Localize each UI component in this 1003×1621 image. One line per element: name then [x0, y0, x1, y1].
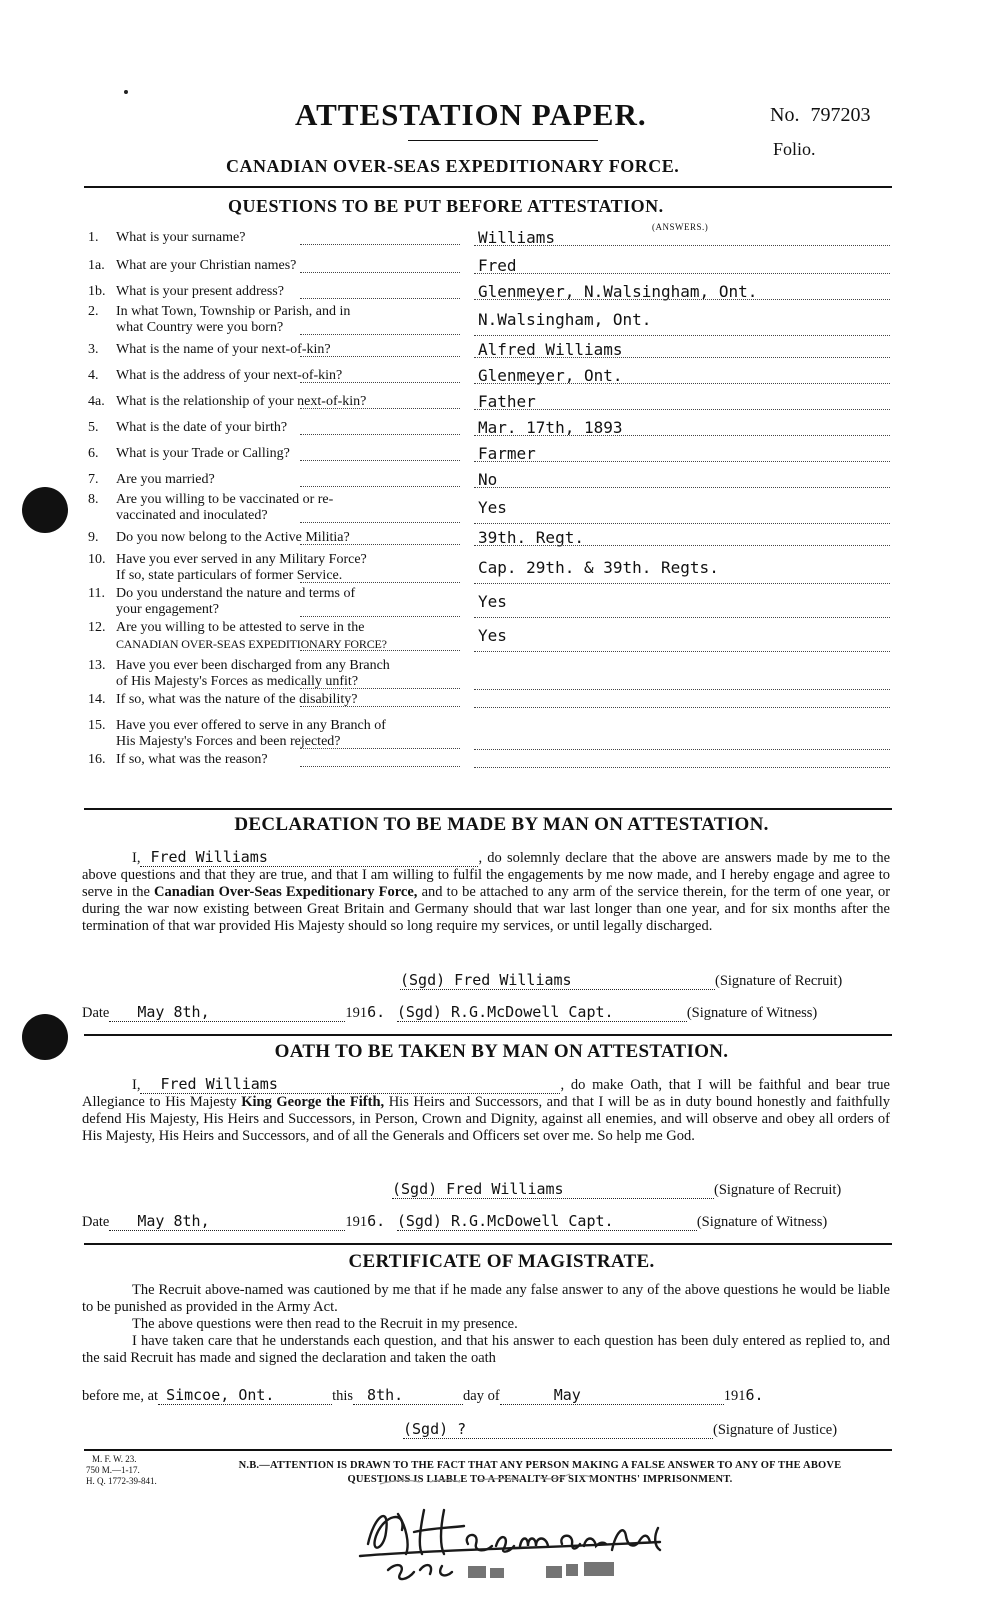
- question-text-continued: your engagement?: [116, 602, 220, 617]
- question-item: [88, 692, 462, 708]
- answer-line: [474, 335, 890, 336]
- folio-label: Folio.: [773, 139, 816, 159]
- certificate-before-label: before me, at: [82, 1388, 159, 1404]
- declaration-i: I,: [132, 850, 141, 866]
- answer-value: No: [478, 470, 498, 489]
- answer-value: Farmer: [478, 444, 536, 463]
- question-text: Are you willing to be vaccinated or re-: [116, 492, 334, 507]
- question-number: 15.: [88, 718, 106, 733]
- question-number: 9.: [88, 530, 99, 545]
- question-text: What is the name of your next-of-kin?: [116, 342, 331, 357]
- certificate-paragraph-3: I have taken care that he understands each question, and that his answer to each question has been duly entered as replied to, and the said Recruit has made and signed the declaration and taken the oath: [82, 1333, 890, 1366]
- question-number: 7.: [88, 472, 99, 487]
- document-number: [770, 104, 870, 127]
- answer-value: Yes: [478, 626, 507, 645]
- question-item: [88, 342, 462, 358]
- answer-line: [474, 461, 890, 462]
- certificate-paragraph-1: The Recruit above-named was cautioned by me that if he made any false answer to any of the above questions he would be liable to be punished as provided in the Army Act.: [82, 1282, 890, 1315]
- questions-bottom-rule: [84, 808, 892, 810]
- answer-line: [474, 435, 890, 436]
- certificate-year-prefix: 191: [723, 1388, 746, 1404]
- declaration-year-suffix: 6.: [367, 1003, 386, 1021]
- question-text-continued: CANADIAN OVER-SEAS EXPEDITIONARY FORCE?: [116, 637, 387, 651]
- question-text-continued: His Majesty's Forces and been rejected?: [116, 734, 341, 749]
- question-number: 10.: [88, 552, 106, 567]
- certificate-justice-signature: (Sgd) ?: [403, 1420, 713, 1439]
- answer-line: [474, 767, 890, 768]
- answer-line: [474, 409, 890, 410]
- question-text-continued: what Country were you born?: [116, 320, 284, 335]
- declaration-date-label: Date: [82, 1005, 110, 1021]
- declaration-text-2: and to be attached to any arm of the service therein, for the term of one year, or during the war now existing between Great Britain and Germany should that war last longer than one year, and for six months after the termination of that war provided His Majesty should so long require my services, or until legally discharged.: [82, 884, 891, 934]
- question-item: [88, 620, 462, 652]
- answer-value: Yes: [478, 498, 507, 517]
- declaration-recruit-signature-line: [400, 971, 842, 990]
- question-item: [88, 446, 462, 462]
- oath-year-suffix: 6.: [367, 1212, 386, 1230]
- question-number: 11.: [88, 586, 105, 601]
- certificate-heading: CERTIFICATE OF MAGISTRATE.: [348, 1251, 655, 1272]
- question-text: Have you ever offered to serve in any Branch of: [116, 718, 386, 733]
- oath-text-2: His Heirs and Successors, and that I will be as in duty bound honestly and faithfully defend His Majesty, His Heirs and Successors, in Person, Crown and Dignity, against all enemies, and will observe and obey all orders of His Majesty, His Heirs and Successors, and of all the Generals and Officers set over me. So help me God.: [82, 1094, 891, 1144]
- declaration-witness-signature: (Sgd) R.G.McDowell Capt.: [397, 1003, 687, 1022]
- question-text: Do you understand the nature and terms of: [116, 586, 356, 601]
- question-text: What is your Trade or Calling?: [116, 446, 290, 461]
- oath-year-prefix: 191: [345, 1214, 368, 1230]
- answer-value: Mar. 17th, 1893: [478, 418, 623, 437]
- question-item: [88, 658, 462, 690]
- declaration-recruit-name: Fred Williams: [140, 849, 478, 867]
- question-text: What is the date of your birth?: [116, 420, 288, 435]
- question-number: 14.: [88, 692, 106, 707]
- question-text: What is your surname?: [116, 230, 246, 245]
- question-text: Have you ever served in any Military Force?: [116, 552, 367, 567]
- oath-recruit-name: Fred Williams: [140, 1076, 560, 1094]
- oath-date-line: [82, 1212, 827, 1231]
- document-title: ATTESTATION PAPER.: [295, 97, 647, 132]
- question-item: [88, 420, 462, 436]
- question-item: [88, 552, 462, 584]
- question-text: Have you ever been discharged from any Branch: [116, 658, 390, 673]
- officer-signature-stamp: [340, 1466, 680, 1596]
- oath-recruit-signature-line: [392, 1180, 841, 1199]
- question-text-continued: of His Majesty's Forces as medically unfit?: [116, 674, 359, 689]
- question-number: 16.: [88, 752, 106, 767]
- question-text: Are you married?: [116, 472, 215, 487]
- question-text: In what Town, Township or Parish, and in: [116, 304, 351, 319]
- question-text: If so, what was the reason?: [116, 752, 268, 767]
- question-item: [88, 394, 462, 410]
- question-text-continued: vaccinated and inoculated?: [116, 508, 268, 523]
- answer-value: Glenmeyer, Ont.: [478, 366, 623, 385]
- oath-witness-signature-label: (Signature of Witness): [696, 1214, 828, 1230]
- answer-line: [474, 487, 890, 488]
- answer-value: Williams: [478, 228, 556, 247]
- number-label: No.: [770, 104, 800, 126]
- question-number: 2.: [88, 304, 99, 319]
- certificate-place: Simcoe, Ont.: [158, 1386, 332, 1405]
- answer-line: [474, 357, 890, 358]
- answer-line: [474, 707, 890, 708]
- question-number: 3.: [88, 342, 99, 357]
- question-text-continued: If so, state particulars of former Service.: [116, 568, 343, 583]
- question-text: What are your Christian names?: [116, 258, 297, 273]
- answer-line: [474, 273, 890, 274]
- question-number: 1b.: [88, 284, 106, 299]
- handwritten-signature-icon: [340, 1466, 680, 1596]
- question-item: [88, 258, 462, 274]
- oath-text-1: , do make Oath, that I will be faithful and bear true Allegiance to His Majesty: [82, 1077, 890, 1110]
- declaration-bottom-rule: [84, 1034, 892, 1036]
- answer-value: N.Walsingham, Ont.: [478, 310, 652, 329]
- certificate-paragraph-2: The above questions were then read to the Recruit in my presence.: [132, 1316, 518, 1332]
- question-item: [88, 304, 462, 336]
- answer-value: Alfred Williams: [478, 340, 623, 359]
- answer-line: [474, 617, 890, 618]
- question-text: What is your present address?: [116, 284, 284, 299]
- question-item: [88, 530, 462, 546]
- answer-line: [474, 651, 890, 652]
- oath-bottom-rule: [84, 1243, 892, 1245]
- footer-notice-line-2: QUESTIONS IS LIABLE TO A PENALTY OF SIX MONTHS' IMPRISONMENT.: [347, 1474, 733, 1485]
- certificate-month: May: [500, 1386, 724, 1405]
- question-number: 1a.: [88, 258, 105, 273]
- question-number: 4a.: [88, 394, 105, 409]
- answer-line: [474, 383, 890, 384]
- answer-line: [474, 749, 890, 750]
- oath-witness-signature: (Sgd) R.G.McDowell Capt.: [397, 1212, 697, 1231]
- oath-body: [82, 1076, 890, 1145]
- question-item: [88, 586, 462, 618]
- question-number: 13.: [88, 658, 106, 673]
- declaration-recruit-signature-label: (Signature of Recruit): [715, 973, 843, 989]
- oath-i: I,: [132, 1077, 141, 1093]
- question-text: If so, what was the nature of the disability?: [116, 692, 358, 707]
- question-item: [88, 718, 462, 750]
- answer-line: [474, 689, 890, 690]
- declaration-year-prefix: 191: [345, 1005, 368, 1021]
- question-text: Do you now belong to the Active Militia?: [116, 530, 350, 545]
- question-text: Are you willing to be attested to serve in the: [116, 620, 365, 635]
- certificate-this-label: this: [332, 1388, 354, 1404]
- oath-date-value: May 8th,: [109, 1212, 345, 1231]
- answer-value: Glenmeyer, N.Walsingham, Ont.: [478, 282, 758, 301]
- certificate-justice-signature-label: (Signature of Justice): [713, 1422, 838, 1438]
- question-number: 6.: [88, 446, 99, 461]
- question-item: [88, 230, 462, 246]
- certificate-place-date-line: [82, 1386, 764, 1405]
- question-text: What is the address of your next-of-kin?: [116, 368, 343, 383]
- answer-value: Father: [478, 392, 536, 411]
- header-rule: [84, 186, 892, 188]
- oath-heading: OATH TO BE TAKEN BY MAN ON ATTESTATION.: [274, 1041, 729, 1062]
- ink-speck: [124, 90, 128, 94]
- declaration-date-line: [82, 1003, 817, 1022]
- oath-recruit-signature-label: (Signature of Recruit): [714, 1182, 842, 1198]
- certificate-year-suffix: 6.: [745, 1386, 764, 1404]
- question-item: [88, 284, 462, 300]
- oath-text-bold: King George the Fifth,: [241, 1094, 385, 1110]
- certificate-bottom-rule: [84, 1449, 892, 1451]
- question-number: 12.: [88, 620, 106, 635]
- answer-value: Yes: [478, 592, 507, 611]
- question-number: 8.: [88, 492, 99, 507]
- form-code-2: 750 M.—1-17.: [86, 1465, 140, 1475]
- declaration-witness-signature-label: (Signature of Witness): [686, 1005, 818, 1021]
- punch-hole-top: [22, 487, 68, 533]
- declaration-body: [82, 849, 890, 935]
- declaration-text-1: , do solemnly declare that the above are answers made by me to the above questions and that they are true, and that I am willing to fulfil the engagements by me now made, and I hereby engage and agree to serve in the: [82, 850, 890, 900]
- certificate-justice-signature-line: [403, 1420, 837, 1439]
- question-text: What is the relationship of your next-of-kin?: [116, 394, 367, 409]
- answer-line: [474, 523, 890, 524]
- answer-line: [474, 545, 890, 546]
- form-codes: [86, 1454, 157, 1487]
- questions-heading: QUESTIONS TO BE PUT BEFORE ATTESTATION.: [228, 196, 664, 216]
- answer-line: [474, 583, 890, 584]
- question-item: [88, 492, 462, 524]
- form-code-3: H. Q. 1772-39-841.: [86, 1476, 157, 1486]
- answer-line: [474, 245, 890, 246]
- answer-value: Fred: [478, 256, 517, 275]
- answers-label: (ANSWERS.): [652, 222, 709, 232]
- form-code-1: M. F. W. 23.: [92, 1454, 137, 1464]
- question-item: [88, 368, 462, 384]
- question-number: 1.: [88, 230, 99, 245]
- question-item: [88, 752, 462, 768]
- title-underline-ornament: [408, 140, 598, 141]
- question-number: 5.: [88, 420, 99, 435]
- declaration-date-value: May 8th,: [109, 1003, 345, 1022]
- question-number: 4.: [88, 368, 99, 383]
- oath-date-label: Date: [82, 1214, 110, 1230]
- declaration-heading: DECLARATION TO BE MADE BY MAN ON ATTESTATION.: [234, 814, 769, 835]
- answer-value: 39th. Regt.: [478, 528, 584, 547]
- answer-value: Cap. 29th. & 39th. Regts.: [478, 558, 719, 577]
- declaration-text-bold: Canadian Over-Seas Expeditionary Force,: [154, 884, 418, 900]
- certificate-body: [82, 1282, 890, 1367]
- question-item: [88, 472, 462, 488]
- declaration-recruit-signature: (Sgd) Fred Williams: [400, 971, 715, 990]
- certificate-day-of-label: day of: [463, 1388, 500, 1404]
- answer-line: [474, 299, 890, 300]
- footer-notice-line-1: N.B.—ATTENTION IS DRAWN TO THE FACT THAT ANY PERSON MAKING A FALSE ANSWER TO ANY OF THE ABOVE: [238, 1460, 842, 1471]
- oath-recruit-signature: (Sgd) Fred Williams: [392, 1180, 714, 1199]
- document-subtitle: CANADIAN OVER-SEAS EXPEDITIONARY FORCE.: [226, 156, 680, 176]
- number-value: 797203: [810, 104, 871, 126]
- certificate-day: 8th.: [353, 1386, 463, 1405]
